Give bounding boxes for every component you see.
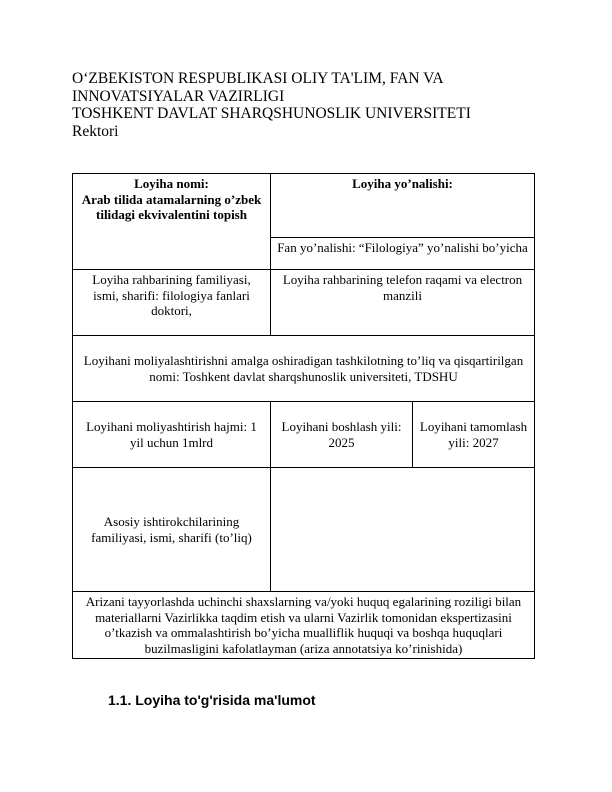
section-heading: 1.1. Loyiha to'g'risida ma'lumot (108, 692, 316, 708)
funding-organization-cell: Loyihani moliyalashtirishni amalga oshiradigan tashkilotning to’liq va qisqartirilgan nomi: Toshkent davlat sharqshunoslik universiteti, TDSHU (73, 336, 535, 402)
project-direction-label: Loyiha yo’nalishi: (271, 174, 535, 238)
participants-value-cell (271, 468, 535, 592)
ministry-name-line-2: INNOVATSIYALAR VAZIRLIGI (72, 87, 285, 105)
project-name-label: Loyiha nomi: (134, 176, 209, 191)
university-name: TOSHKENT DAVLAT SHARQSHUNOSLIK UNIVERSITETI (72, 105, 471, 122)
project-name-cell (73, 174, 271, 270)
document-header (72, 70, 542, 140)
project-leader-contact-cell: Loyiha rahbarining telefon raqami va electron manzili (271, 270, 535, 336)
field-direction-cell: Fan yo’nalishi: “Filologiya” yo’nalishi bo’yicha (271, 238, 535, 270)
addressee-title: Rektori (72, 122, 119, 140)
ministry-name-line-1: O‘ZBEKISTON RESPUBLIKASI OLIY TA'LIM, FAN VA (72, 70, 444, 87)
project-application-table (72, 173, 535, 659)
participants-label-cell: Asosiy ishtirokchilarining familiyasi, ismi, sharifi (to’liq) (73, 468, 271, 592)
declaration-cell: Arizani tayyorlashda uchinchi shaxslarning va/yoki huquq egalarining roziligi bilan materiallarni Vazirlikka taqdim etish va ularni Vazirlik tomonidan ekspertizasini o’tkazish va ommalashtirish bo’yicha mualliflik huquqi va boshqa huquqlari buzilmasligini kafolatlayman (ariza annotatsiya ko’rinishida) (73, 592, 535, 659)
funding-amount-cell: Loyihani moliyashtirish hajmi: 1 yil uchun 1mlrd (73, 402, 271, 468)
project-leader-name-cell: Loyiha rahbarining familiyasi, ismi, sharifi: filologiya fanlari doktori, (73, 270, 271, 336)
end-year-cell: Loyihani tamomlash yili: 2027 (413, 402, 535, 468)
project-name-value: Arab tilida atamalarning o’zbek tilidagi ekvivalentini topish (81, 191, 262, 222)
start-year-cell: Loyihani boshlash yili: 2025 (271, 402, 413, 468)
